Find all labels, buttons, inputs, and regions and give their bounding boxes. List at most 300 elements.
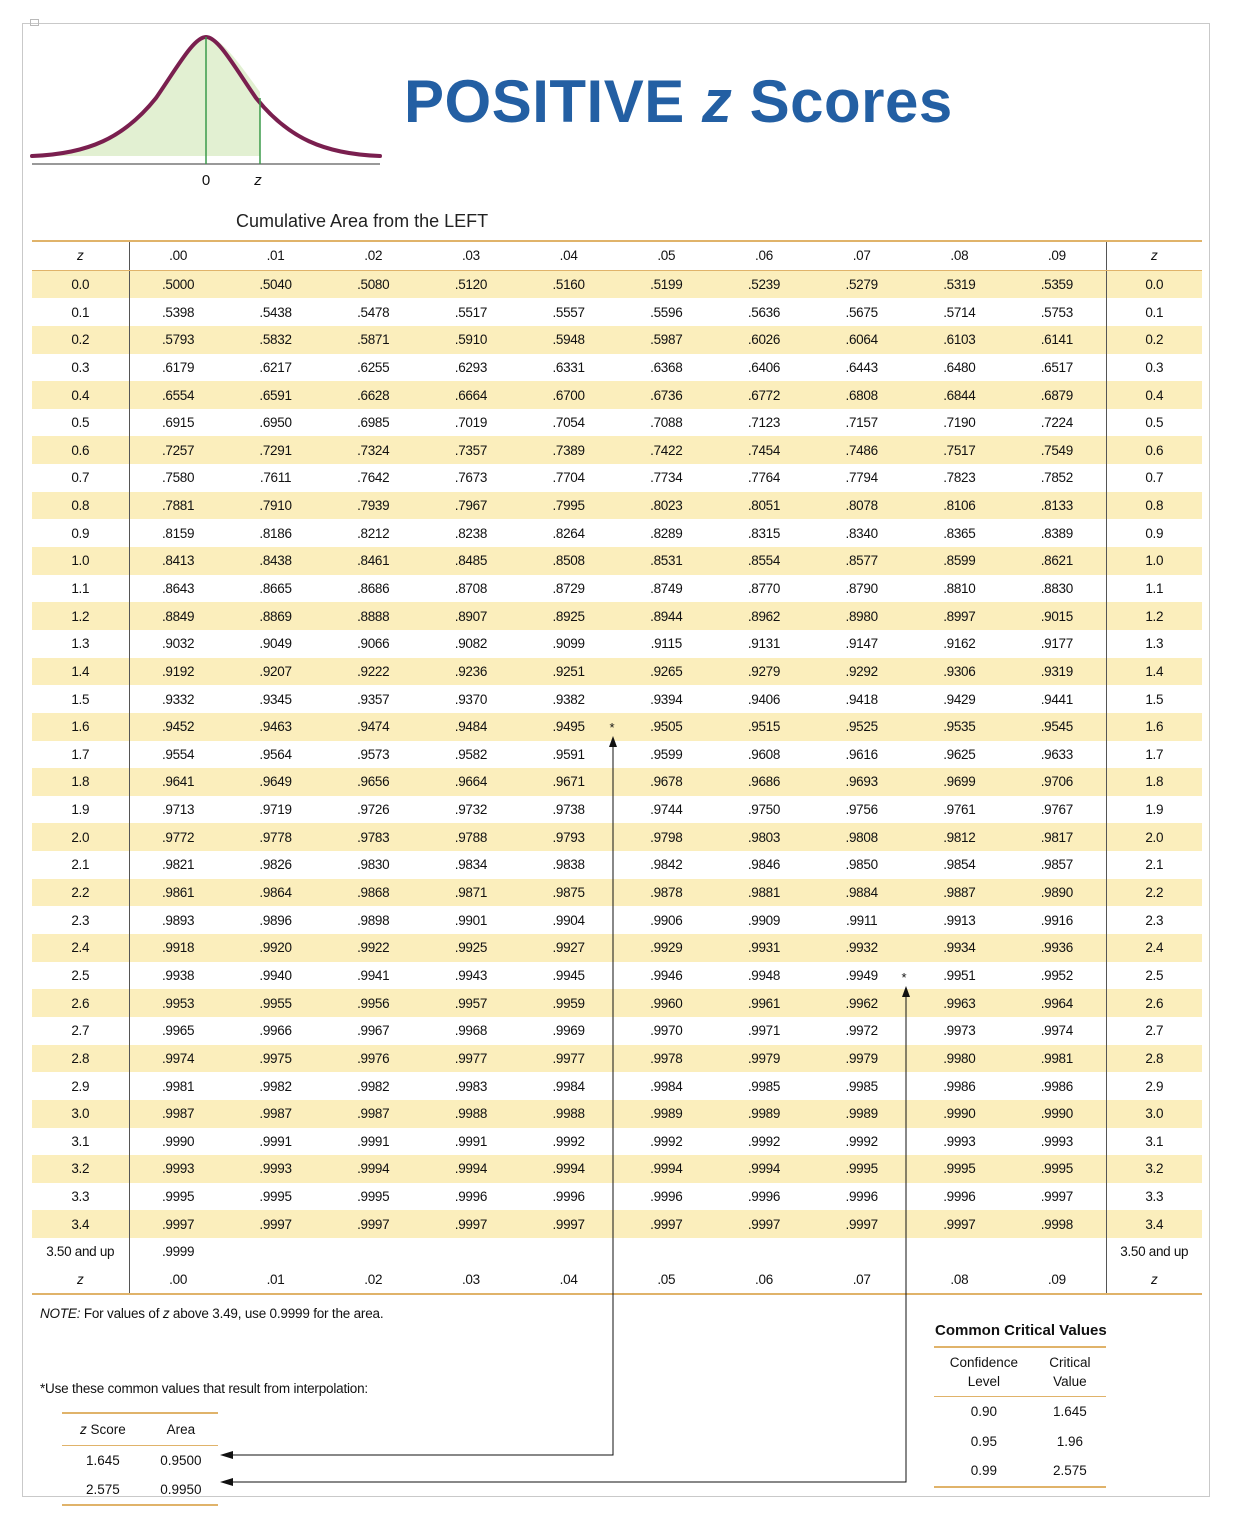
area-cell: .5714 (943, 304, 976, 320)
row-z-label-left: 2.7 (32, 1017, 129, 1045)
area-cell: .7517 (911, 436, 1009, 464)
row-z-label-right: 3.0 (1106, 1100, 1202, 1128)
area-cell: .9345 (259, 691, 292, 707)
row-z-label-left: 2.5 (32, 962, 129, 990)
area-cell: .9292 (813, 658, 911, 686)
area-cell: .9418 (845, 691, 878, 707)
area-cell: .7995 (520, 492, 618, 520)
area-cell: .9830 (357, 857, 390, 873)
area-cell: .9991 (357, 1133, 390, 1149)
area-cell: .9994 (324, 1155, 422, 1183)
area-cell: .9599 (650, 746, 683, 762)
area-cell: .9996 (650, 1189, 683, 1205)
area-cell: .7939 (324, 492, 422, 520)
area-cell: .9986 (943, 1078, 976, 1094)
area-cell: .8621 (1008, 547, 1106, 575)
col-footer: .00 (129, 1266, 227, 1295)
area-cell: .9913 (943, 912, 976, 928)
row-z-label-left: 0.3 (32, 354, 129, 382)
area-cell: .9222 (324, 658, 422, 686)
area-cell: .9970 (650, 1023, 683, 1039)
area-cell: .8461 (324, 547, 422, 575)
area-cell: .9616 (845, 746, 878, 762)
area-cell: .6554 (129, 381, 227, 409)
col-footer: .09 (1008, 1266, 1106, 1295)
area-cell: .9941 (357, 967, 390, 983)
area-cell: .6844 (911, 381, 1009, 409)
area-cell: .9875 (520, 879, 618, 907)
area-cell: .8686 (357, 581, 390, 596)
page-title: POSITIVE z Scores (404, 68, 953, 135)
area-cell: .9649 (227, 768, 325, 796)
area-cell: .9969 (552, 1023, 585, 1039)
area-cell: .5675 (845, 304, 878, 320)
row-z-label-left: 0.7 (32, 464, 129, 492)
area-cell: .9564 (259, 746, 292, 762)
area-cell: .8749 (650, 581, 683, 596)
row-z-label-left: 1.9 (32, 796, 129, 824)
area-cell: .9082 (454, 636, 488, 652)
interpolation-note: *Use these common values that result from interpolation: (40, 1381, 368, 1396)
area-cell: .9032 (161, 636, 195, 652)
area-cell: .5239 (715, 270, 813, 298)
row-z-label-left: 3.0 (32, 1100, 129, 1128)
area-cell: .9049 (259, 636, 292, 652)
area-cell: .9738 (552, 802, 585, 818)
z-column-header-right: z (1106, 241, 1202, 270)
area-cell: .9761 (943, 802, 976, 818)
area-cell: .6808 (813, 381, 911, 409)
area-cell: .8023 (617, 492, 715, 520)
area-cell: .8770 (747, 581, 781, 596)
area-cell: .8554 (715, 547, 813, 575)
critical-value: 1.96 (1056, 1433, 1084, 1449)
area-cell: .9996 (845, 1189, 878, 1205)
area-cell: .7422 (617, 436, 715, 464)
row-z-label-left: 0.6 (32, 436, 129, 464)
area-cell: .9726 (357, 802, 390, 818)
area-cell: .8413 (129, 547, 227, 575)
area-cell: .9997 (715, 1210, 813, 1238)
col-footer: .01 (227, 1266, 325, 1295)
area-cell: .9978 (617, 1045, 715, 1073)
area-cell: .9678 (617, 768, 715, 796)
area-cell: .9948 (747, 967, 781, 983)
area-cell: .9857 (1040, 857, 1073, 873)
area-cell: .9993 (943, 1133, 976, 1149)
area-cell: .7704 (552, 470, 585, 486)
row-z-label-right: 2.2 (1106, 879, 1202, 907)
area-cell: .9995 (161, 1189, 195, 1205)
area-cell: .9963 (911, 989, 1009, 1017)
area-cell: .5160 (520, 270, 618, 298)
area-cell: .9995 (259, 1189, 292, 1205)
col-header: .05 (617, 241, 715, 270)
area-cell: .9545 (1008, 713, 1106, 741)
area-cell: .5557 (552, 304, 585, 320)
area-cell: .9992 (650, 1133, 683, 1149)
col-header: .01 (227, 241, 325, 270)
row-z-label-right: 1.5 (1106, 685, 1202, 713)
row-z-label-right: 3.2 (1106, 1155, 1202, 1183)
area-cell: .9925 (422, 934, 520, 962)
area-cell: .9990 (161, 1133, 195, 1149)
row-z-label-left: 3.3 (32, 1183, 129, 1211)
area-cell: .6664 (422, 381, 520, 409)
area-cell: .9887 (911, 879, 1009, 907)
area-cell: .7881 (129, 492, 227, 520)
label-zero: 0 (201, 172, 211, 189)
area-cell: .8485 (422, 547, 520, 575)
area-cell: .9967 (357, 1023, 390, 1039)
area-cell: .9955 (227, 989, 325, 1017)
col-header: .04 (520, 241, 618, 270)
area-cell: .5753 (1040, 304, 1073, 320)
area-cell: .9319 (1008, 658, 1106, 686)
area-cell: .9999 (161, 1244, 195, 1260)
area-cell: .5948 (520, 326, 618, 354)
area-cell: .9906 (650, 912, 683, 928)
area-cell: .9985 (747, 1078, 781, 1094)
row-z-label-right: 2.3 (1106, 906, 1202, 934)
area-cell: .9066 (357, 636, 390, 652)
row-z-label-right: 0.9 (1106, 519, 1202, 547)
area-cell: .9997 (422, 1210, 520, 1238)
critical-value: 1.645 (1053, 1404, 1087, 1420)
area-cell: .9265 (617, 658, 715, 686)
area-cell: .9997 (324, 1210, 422, 1238)
area-cell: .8944 (617, 602, 715, 630)
area-cell: .5279 (813, 270, 911, 298)
col-header: .02 (324, 241, 422, 270)
area-cell: .9890 (1008, 879, 1106, 907)
area-cell: .9997 (227, 1210, 325, 1238)
row-z-label-left: 0.9 (32, 519, 129, 547)
area-cell: .7389 (520, 436, 618, 464)
label-z: z (254, 172, 262, 189)
row-z-label-left: 0.5 (32, 409, 129, 437)
row-z-label-right: 3.4 (1106, 1210, 1202, 1238)
area-cell: .6064 (813, 326, 911, 354)
area-cell: .9982 (357, 1078, 390, 1094)
area-cell: .6915 (161, 415, 195, 431)
area-cell: .9850 (845, 857, 878, 873)
area-cell: .9994 (422, 1155, 520, 1183)
area-cell: .9996 (552, 1189, 585, 1205)
area-cell: .9991 (454, 1133, 488, 1149)
area-cell: .9861 (129, 879, 227, 907)
area-cell: .9972 (845, 1023, 878, 1039)
area-cell: .8729 (552, 581, 585, 596)
area-cell: .9975 (227, 1045, 325, 1073)
row-z-label-left: 2.9 (32, 1072, 129, 1100)
area-cell: .9788 (422, 823, 520, 851)
area-cell: .9826 (259, 857, 292, 873)
area-cell: .9940 (259, 967, 292, 983)
area-cell: .9989 (813, 1100, 911, 1128)
area-cell: .6628 (324, 381, 422, 409)
area-cell: .6331 (552, 359, 585, 375)
area-cell: .7794 (845, 470, 878, 486)
area-cell: .6736 (617, 381, 715, 409)
area-cell: .9783 (324, 823, 422, 851)
interp-z-value: 2.575 (62, 1475, 144, 1505)
area-cell: .9525 (813, 713, 911, 741)
area-cell: .7157 (845, 415, 878, 431)
area-cell: .9591 (552, 746, 585, 762)
area-cell: .9236 (422, 658, 520, 686)
area-cell: .8438 (227, 547, 325, 575)
critical-header-confidence: Confidence Level (934, 1347, 1034, 1397)
area-cell: .7123 (747, 415, 781, 431)
area-cell: .9974 (129, 1045, 227, 1073)
row-z-label-right: 2.7 (1106, 1017, 1202, 1045)
area-cell: .9987 (227, 1100, 325, 1128)
area-cell: .7673 (454, 470, 488, 486)
confidence-level: 0.90 (970, 1404, 998, 1420)
row-z-label-left: 1.6 (32, 713, 129, 741)
row-z-label-right: 1.6 (1106, 713, 1202, 741)
area-cell: .6772 (715, 381, 813, 409)
area-cell: .9987 (129, 1100, 227, 1128)
area-cell: .9997 (129, 1210, 227, 1238)
arrow-1645-line (228, 742, 613, 1455)
area-cell: .9977 (422, 1045, 520, 1073)
area-cell: .9515 (715, 713, 813, 741)
area-cell: .9332 (161, 691, 195, 707)
row-z-label-left: 2.2 (32, 879, 129, 907)
area-cell: .9099 (552, 636, 585, 652)
area-cell: .9918 (129, 934, 227, 962)
area-cell: .9953 (129, 989, 227, 1017)
area-cell: .8790 (845, 581, 878, 596)
area-cell: .5478 (357, 304, 390, 320)
area-cell: .9306 (911, 658, 1009, 686)
area-cell: .8508 (520, 547, 618, 575)
arrow-2575-line (228, 992, 906, 1482)
area-cell: .9922 (324, 934, 422, 962)
area-cell: .9382 (552, 691, 585, 707)
area-cell: .7580 (161, 470, 195, 486)
area-cell: .9864 (227, 879, 325, 907)
area-cell: .9943 (454, 967, 488, 983)
area-cell: .9192 (129, 658, 227, 686)
row-z-label-right: 1.8 (1106, 768, 1202, 796)
area-cell: .8340 (845, 525, 878, 541)
area-cell: .9995 (911, 1155, 1009, 1183)
area-cell: .8133 (1008, 492, 1106, 520)
area-cell: .6255 (357, 359, 390, 375)
area-cell: .9854 (943, 857, 976, 873)
area-cell: .9147 (845, 636, 878, 652)
area-cell: .9686 (715, 768, 813, 796)
row-z-label-left: 2.6 (32, 989, 129, 1017)
area-cell: .7454 (715, 436, 813, 464)
area-cell: .6517 (1040, 359, 1073, 375)
area-cell: .8925 (520, 602, 618, 630)
row-z-label-left: 1.4 (32, 658, 129, 686)
area-cell: .9929 (617, 934, 715, 962)
interp-z-value: 1.645 (86, 1453, 120, 1468)
row-z-label-right: 0.6 (1106, 436, 1202, 464)
area-cell: .8849 (129, 602, 227, 630)
area-cell: .9573 (357, 746, 390, 762)
area-cell: .9732 (454, 802, 488, 818)
area-cell: .9992 (845, 1133, 878, 1149)
area-cell: .9968 (454, 1023, 488, 1039)
area-cell: .5871 (324, 326, 422, 354)
area-cell: .5910 (422, 326, 520, 354)
area-cell: .9974 (1040, 1023, 1073, 1039)
area-cell: .9357 (357, 691, 390, 707)
z-column-footer-left: z (32, 1266, 129, 1295)
area-cell: .8708 (454, 581, 488, 596)
area-cell: .9934 (911, 934, 1009, 962)
row-z-label-right: 0.3 (1106, 354, 1202, 382)
row-z-label-right: 2.8 (1106, 1045, 1202, 1073)
area-cell: .9901 (454, 912, 488, 928)
row-z-label-left: 3.50 and up (32, 1238, 129, 1266)
row-z-label-right: 2.0 (1106, 823, 1202, 851)
area-cell: .5517 (454, 304, 488, 320)
area-cell: .9981 (161, 1078, 195, 1094)
area-cell: .9750 (747, 802, 781, 818)
area-cell: .9994 (617, 1155, 715, 1183)
row-z-label-right: 0.5 (1106, 409, 1202, 437)
area-cell: .9985 (845, 1078, 878, 1094)
col-footer: .05 (617, 1266, 715, 1295)
area-cell: .8159 (161, 525, 195, 541)
area-cell: .5636 (747, 304, 781, 320)
area-cell: .9904 (552, 912, 585, 928)
area-cell: .9884 (813, 879, 911, 907)
area-cell: .8186 (259, 525, 292, 541)
area-cell: .9993 (227, 1155, 325, 1183)
area-cell: .9767 (1040, 802, 1073, 818)
area-cell: .9927 (520, 934, 618, 962)
area-cell: .7910 (227, 492, 325, 520)
area-cell: .9744 (650, 802, 683, 818)
area-cell: .8665 (259, 581, 292, 596)
col-footer: .07 (813, 1266, 911, 1295)
area-cell: .9115 (650, 636, 682, 652)
area-cell: .9452 (129, 713, 227, 741)
col-footer: .04 (520, 1266, 618, 1295)
area-cell: .5359 (1008, 270, 1106, 298)
area-cell: .5987 (617, 326, 715, 354)
area-cell: .9474 (324, 713, 422, 741)
area-cell: .7611 (259, 470, 292, 486)
area-cell: .8907 (422, 602, 520, 630)
area-cell: .9993 (1040, 1133, 1073, 1149)
area-cell: .9846 (747, 857, 781, 873)
area-cell: .9931 (715, 934, 813, 962)
area-cell: .5000 (129, 270, 227, 298)
area-cell: .9821 (161, 857, 195, 873)
area-cell: .7291 (227, 436, 325, 464)
area-cell: .9977 (520, 1045, 618, 1073)
area-cell: .7357 (422, 436, 520, 464)
col-footer: .06 (715, 1266, 813, 1295)
area-cell: .6179 (161, 359, 195, 375)
area-cell: .9909 (747, 912, 781, 928)
row-z-label-left: 0.2 (32, 326, 129, 354)
area-cell: .6103 (911, 326, 1009, 354)
row-z-label-left: 1.5 (32, 685, 129, 713)
area-cell: .6480 (943, 359, 976, 375)
area-cell: .9997 (1040, 1189, 1073, 1205)
confidence-level: 0.95 (970, 1433, 998, 1449)
row-z-label-right: 0.4 (1106, 381, 1202, 409)
area-cell: .9979 (813, 1045, 911, 1073)
area-cell: .9808 (813, 823, 911, 851)
area-cell: .6879 (1008, 381, 1106, 409)
area-cell: .7823 (943, 470, 976, 486)
area-cell: .5793 (129, 326, 227, 354)
area-cell: .7019 (454, 415, 488, 431)
area-cell: .6443 (845, 359, 878, 375)
area-cell: .7088 (650, 415, 683, 431)
area-cell: .9980 (911, 1045, 1009, 1073)
table-subtitle: Cumulative Area from the LEFT (236, 211, 489, 231)
area-cell: .9995 (1008, 1155, 1106, 1183)
area-cell: .7967 (422, 492, 520, 520)
area-cell: .5080 (324, 270, 422, 298)
area-cell: .9871 (422, 879, 520, 907)
z-column-header-left: z (32, 241, 129, 270)
area-cell: .9983 (454, 1078, 488, 1094)
area-cell: .9984 (552, 1078, 585, 1094)
row-z-label-left: 3.2 (32, 1155, 129, 1183)
area-cell: .9988 (520, 1100, 618, 1128)
row-z-label-right: 3.1 (1106, 1128, 1202, 1156)
row-z-label-left: 2.4 (32, 934, 129, 962)
area-cell: .7224 (1040, 415, 1073, 431)
area-cell: .9976 (324, 1045, 422, 1073)
area-cell: .9015 (1008, 602, 1106, 630)
area-cell: .9878 (617, 879, 715, 907)
row-z-label-right: 0.2 (1106, 326, 1202, 354)
row-z-label-right: 2.4 (1106, 934, 1202, 962)
arrow-head-up-icon (609, 736, 617, 747)
area-cell: .9960 (617, 989, 715, 1017)
area-cell: .9997 (520, 1210, 618, 1238)
area-cell: .7549 (1008, 436, 1106, 464)
col-header: .00 (129, 241, 227, 270)
area-cell: .5199 (617, 270, 715, 298)
interp-area-value: 0.9950 (144, 1475, 218, 1505)
area-cell: .9956 (324, 989, 422, 1017)
z-column-footer-right: z (1106, 1266, 1202, 1295)
area-cell: .9370 (454, 691, 488, 707)
area-cell: .9706 (1008, 768, 1106, 796)
area-cell: .7054 (552, 415, 585, 431)
area-cell: .9982 (259, 1078, 292, 1094)
area-cell: .9671 (520, 768, 618, 796)
row-z-label-right: 1.0 (1106, 547, 1202, 575)
row-z-label-right: 0.1 (1106, 298, 1202, 326)
row-z-label-left: 3.1 (32, 1128, 129, 1156)
area-cell: .9251 (520, 658, 618, 686)
area-cell: .8888 (324, 602, 422, 630)
area-cell: .9505 (617, 713, 715, 741)
area-cell: .9898 (357, 912, 390, 928)
area-cell: .7642 (357, 470, 390, 486)
area-cell: .9162 (943, 636, 976, 652)
area-cell: .9131 (747, 636, 781, 652)
area-cell: .9952 (1040, 967, 1073, 983)
critical-values-title: Common Critical Values (935, 1322, 1107, 1339)
